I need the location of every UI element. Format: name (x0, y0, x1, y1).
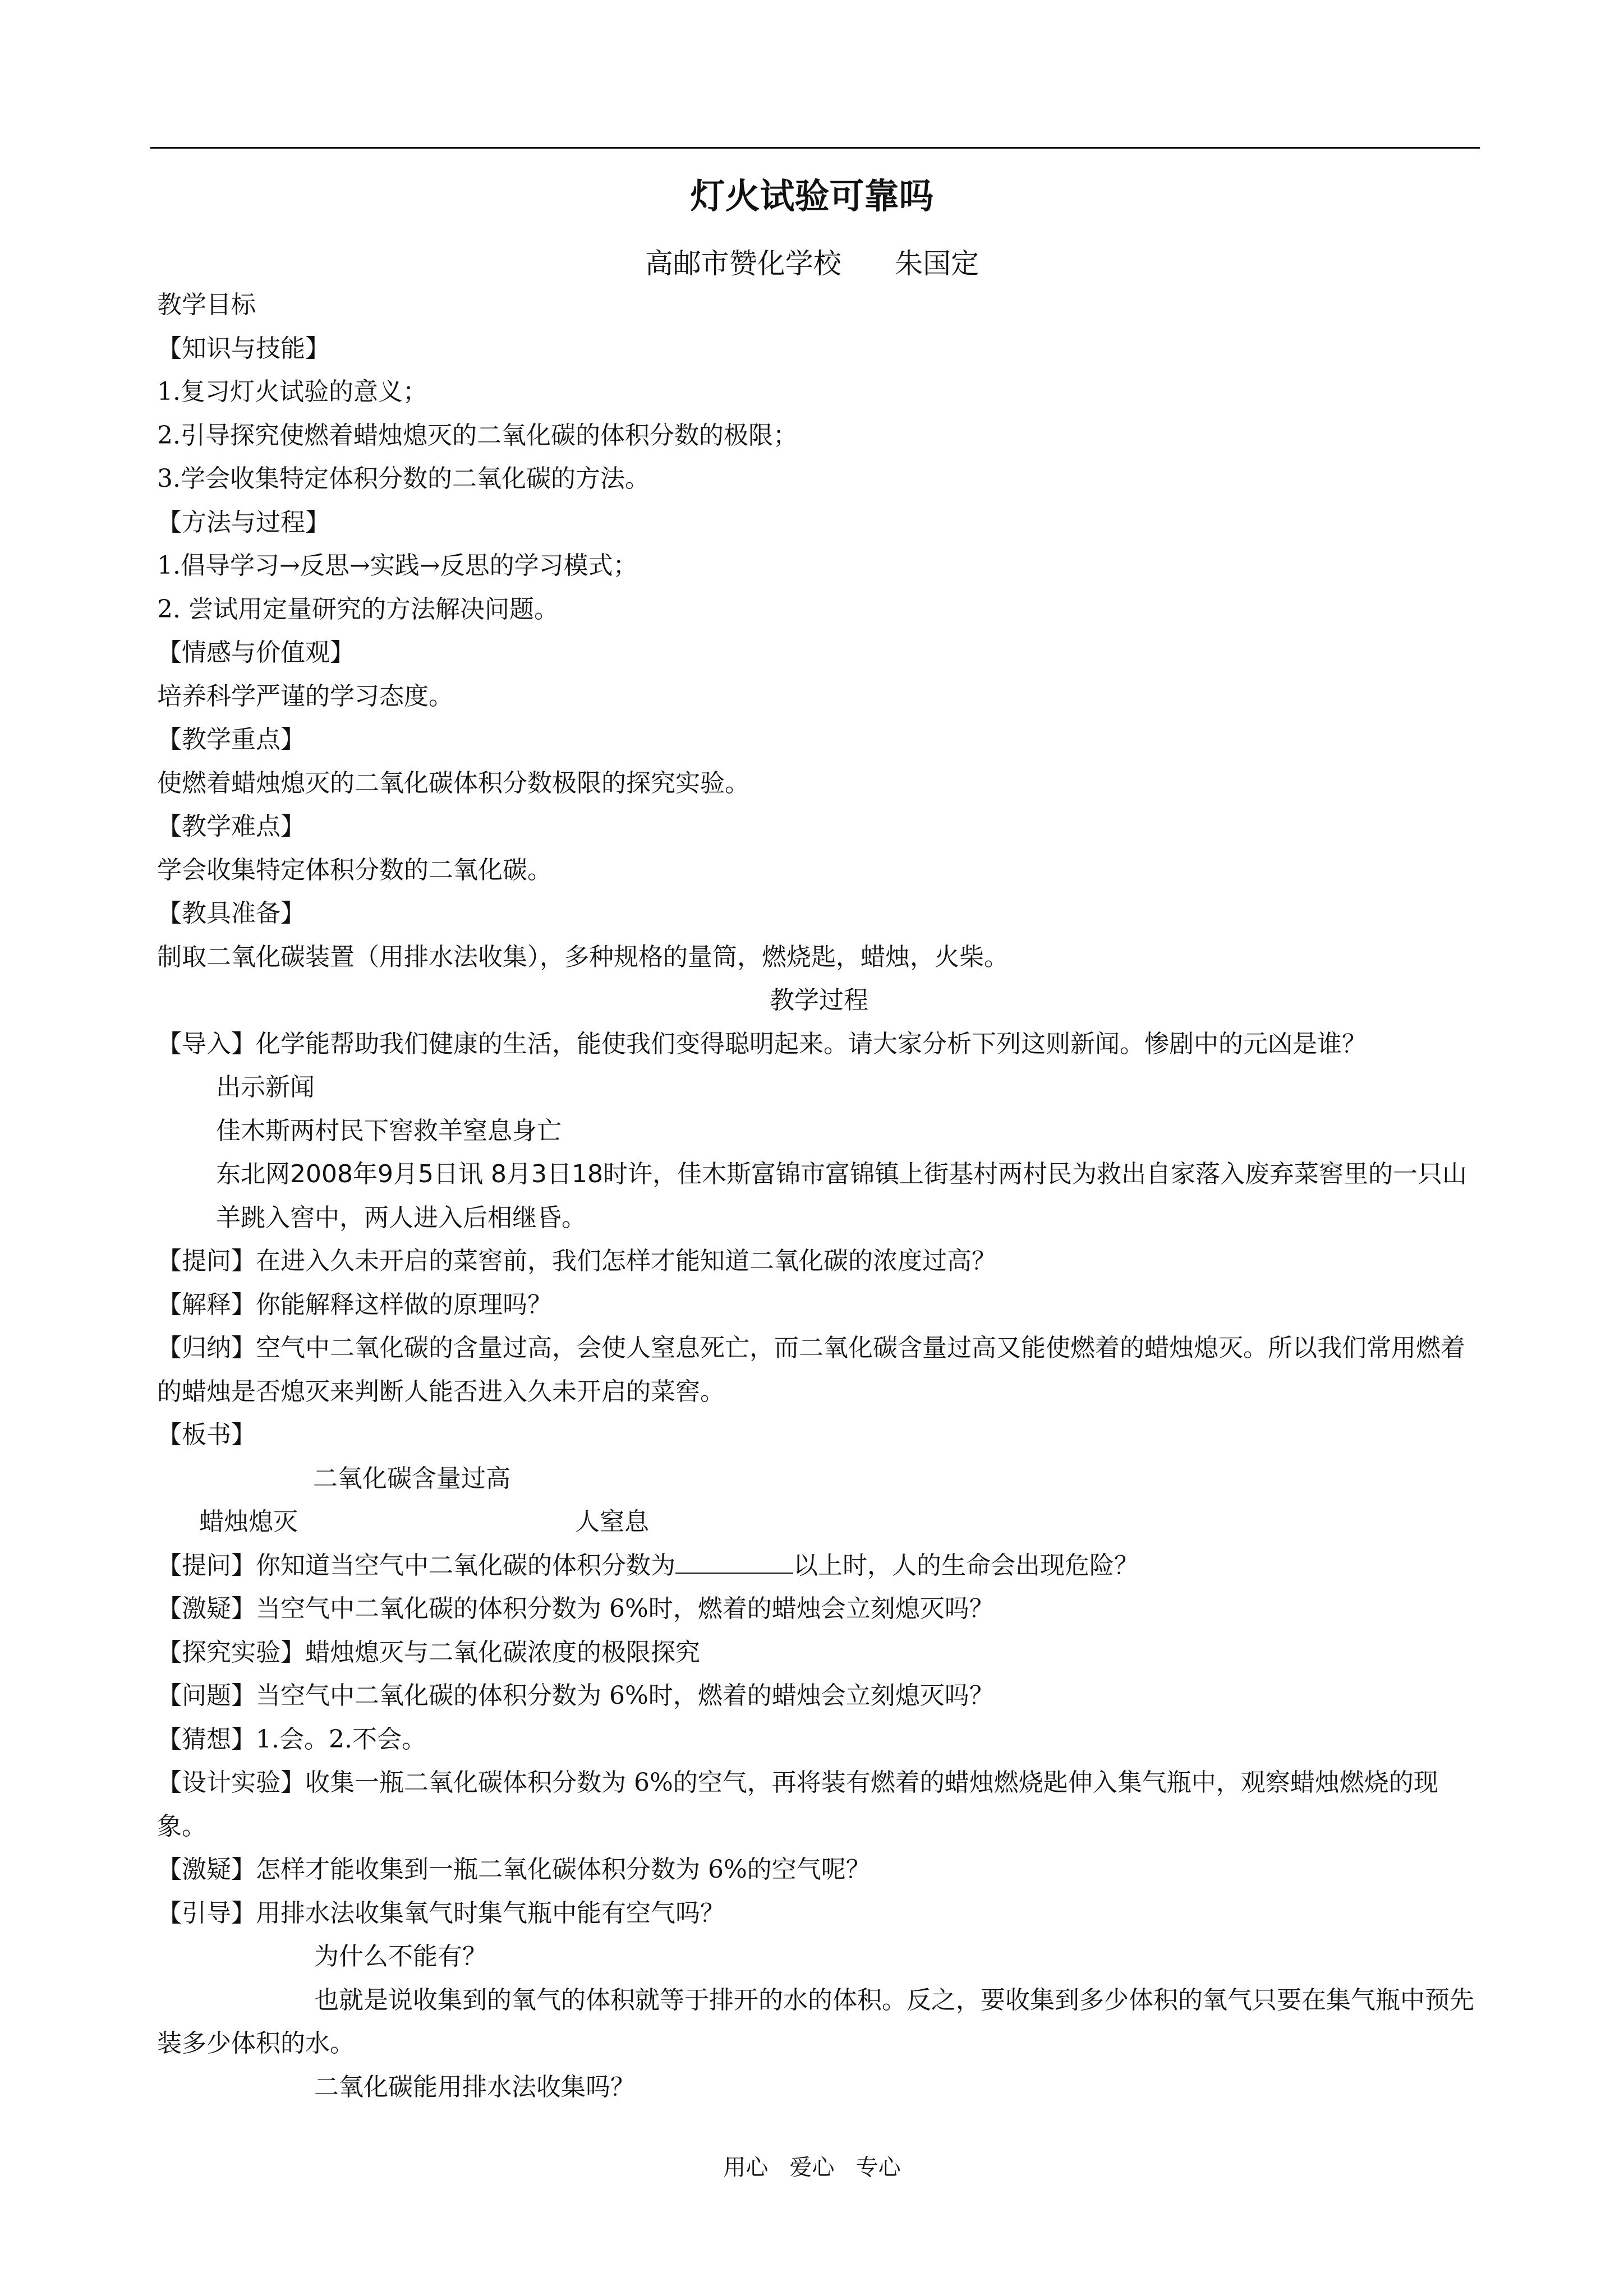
news-text: 年 (352, 1160, 378, 1188)
news-title: 佳木斯两村民下窖救羊窒息身亡 (216, 1116, 562, 1145)
knowledge-heading: 【知识与技能】 (157, 334, 330, 363)
method-item: 1.倡导学习→反思→实践→反思的学习模式； (157, 551, 638, 580)
problem-line: 【问题】当空气中二氧化碳的体积分数为 6%时，燃着的蜡烛会立刻熄灭吗？ (157, 1681, 994, 1710)
board-heading: 【板书】 (157, 1421, 256, 1449)
news-day: 3 (531, 1160, 547, 1188)
news-month: 8 (490, 1160, 507, 1188)
intro-paragraph: 【导入】化学能帮助我们健康的生活，能使我们变得聪明起来。请大家分析下列这则新闻。惨剧中的元凶是谁？ (157, 1029, 1367, 1058)
question-1: 【提问】在进入久未开启的菜窖前，我们怎样才能知道二氧化碳的浓度过高？ (157, 1247, 996, 1275)
guide-question-2: 二氧化碳能用排水法收集吗？ (314, 2072, 635, 2101)
news-year: 2008 (290, 1160, 353, 1188)
method-item: 2. 尝试用定量研究的方法解决问题。 (157, 594, 559, 624)
experiment-line: 【探究实验】蜡烛熄灭与二氧化碳浓度的极限探究 (157, 1638, 700, 1667)
news-hour: 18 (571, 1160, 603, 1188)
guide-paragraph: 也就是说收集到的氧气的体积就等于排开的水的体积。反之，要收集到多少体积的氧气只要在集气瓶中预先装多少体积的水。 (157, 1985, 1474, 2058)
guess-line: 【猜想】1.会。2.不会。 (157, 1725, 426, 1754)
key-heading: 【教学重点】 (157, 725, 305, 754)
page-title: 灯火试验可靠吗 (690, 176, 934, 216)
board-right: 人窒息 (575, 1507, 649, 1536)
news-body (157, 1152, 1481, 1239)
question-2-end: 以上时，人的生命会出现危险？ (793, 1551, 1139, 1580)
news-text: 日讯 (433, 1160, 491, 1188)
design-paragraph: 【设计实验】收集一瓶二氧化碳体积分数为 6%的空气，再将装有燃着的蜡烛燃烧匙伸入集气瓶中，观察蜡烛燃烧的现象。 (157, 1768, 1438, 1841)
guide-line: 【引导】用排水法收集氧气时集气瓶中能有空气吗？ (157, 1898, 725, 1928)
key-text: 使燃着蜡烛熄灭的二氧化碳体积分数极限的探究实验。 (157, 768, 749, 797)
explain-line: 【解释】你能解释这样做的原理吗？ (157, 1290, 552, 1319)
news-text: 月 (506, 1160, 531, 1188)
board-diagram (157, 1457, 1481, 1544)
news-text: 时许，佳木斯富锦市富锦镇上街基村两村民为救出自家落入废弃菜窖里的一只山羊跳入窖中，两人进入后相继昏。 (216, 1160, 1467, 1232)
process-heading: 教学过程 (770, 986, 868, 1015)
knowledge-item: 3.学会收集特定体积分数的二氧化碳的方法。 (157, 464, 650, 493)
doubt-2: 【激疑】怎样才能收集到一瓶二氧化碳体积分数为 6%的空气呢？ (157, 1855, 871, 1884)
difficulty-text: 学会收集特定体积分数的二氧化碳。 (157, 855, 552, 884)
tools-heading: 【教具准备】 (157, 899, 305, 928)
doubt-1: 【激疑】当空气中二氧化碳的体积分数为 6%时，燃着的蜡烛会立刻熄灭吗？ (157, 1594, 994, 1623)
news-text: 日 (546, 1160, 572, 1188)
news-label: 出示新闻 (216, 1073, 315, 1101)
author-line: 高邮市赞化学校 朱国定 (645, 247, 979, 280)
page-footer: 用心 爱心 专心 (723, 2155, 901, 2180)
method-heading: 【方法与过程】 (157, 508, 330, 537)
board-top: 二氧化碳含量过高 (313, 1464, 510, 1493)
question-2 (157, 1544, 1481, 1588)
guide-question: 为什么不能有？ (314, 1942, 487, 1971)
emotion-text: 培养科学严谨的学习态度。 (157, 681, 453, 711)
knowledge-item: 2.引导探究使燃着蜡烛熄灭的二氧化碳的体积分数的极限； (157, 421, 798, 450)
news-text: 月 (393, 1160, 418, 1188)
question-2-start: 【提问】你知道当空气中二氧化碳的体积分数为 (157, 1551, 675, 1580)
emotion-heading: 【情感与价值观】 (157, 638, 355, 667)
tools-text: 制取二氧化碳装置（用排水法收集），多种规格的量筒，燃烧匙，蜡烛，火柴。 (157, 942, 1009, 971)
objectives-heading: 教学目标 (157, 291, 256, 319)
news-day: 5 (417, 1160, 434, 1188)
document-body (157, 283, 1481, 2109)
header-rule (150, 147, 1480, 149)
difficulty-heading: 【教学难点】 (157, 812, 305, 841)
answer-blank (675, 1552, 793, 1574)
news-month: 9 (377, 1160, 393, 1188)
summary-paragraph: 【归纳】空气中二氧化碳的含量过高，会使人窒息死亡，而二氧化碳含量过高又能使燃着的蜡烛熄灭。所以我们常用燃着的蜡烛是否熄灭来判断人能否进入久未开启的菜窖。 (157, 1334, 1465, 1406)
board-left: 蜡烛熄灭 (199, 1507, 298, 1536)
news-text: 东北网 (216, 1160, 290, 1188)
knowledge-item: 1.复习灯火试验的意义； (157, 377, 427, 406)
